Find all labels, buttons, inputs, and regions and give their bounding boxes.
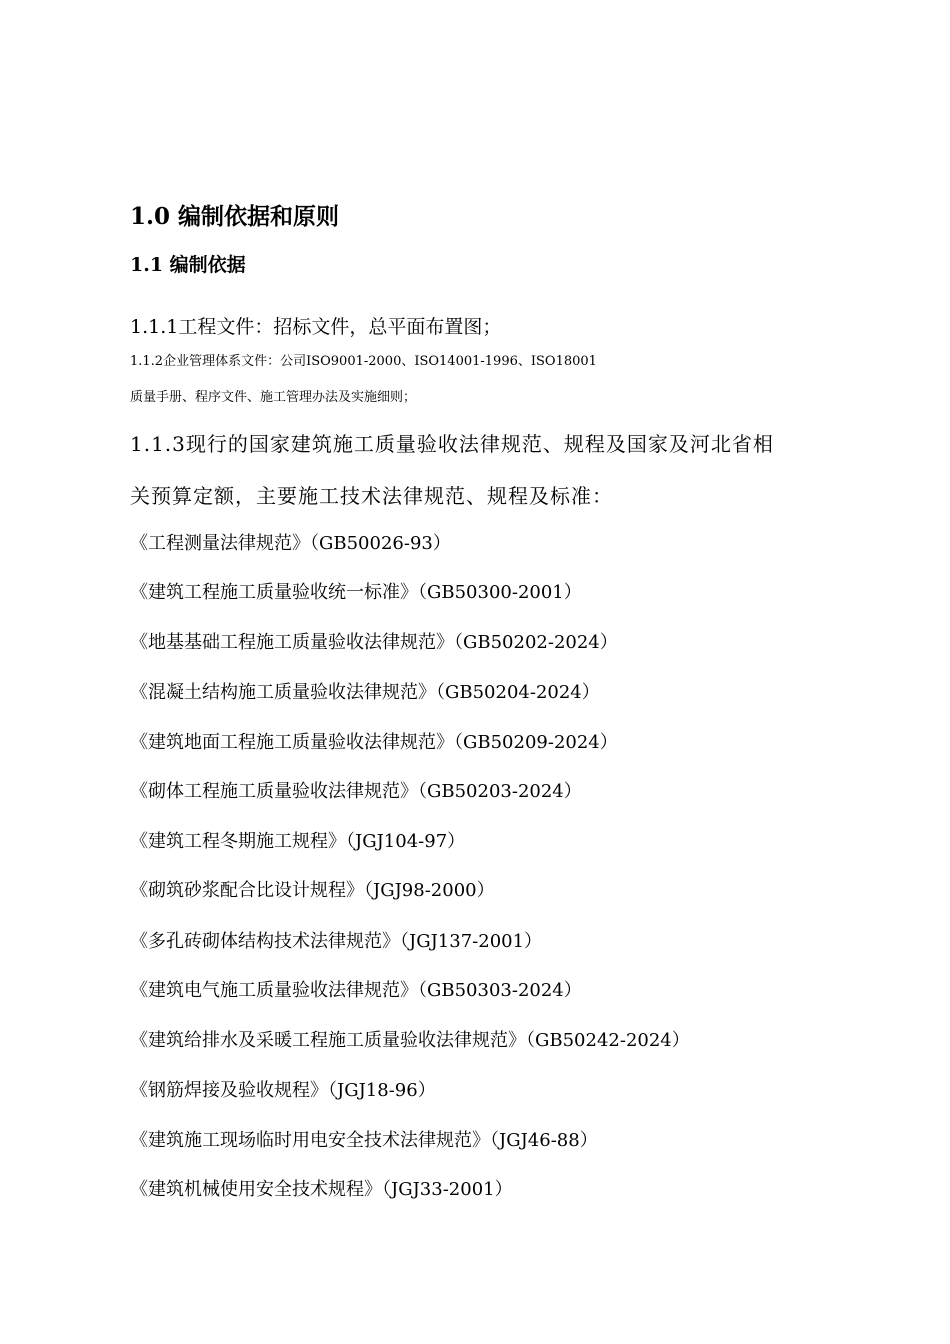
section-title: 1.0 编制依据和原则 xyxy=(130,203,340,230)
paragraph-engineering-documents: 1.1.1工程文件：招标文件，总平面布置图； xyxy=(130,316,502,338)
list-item: 《建筑工程施工质量验收统一标准》（GB50300-2001） xyxy=(130,582,582,603)
paragraph-management-system-line2: 质量手册、程序文件、施工管理办法及实施细则； xyxy=(130,390,417,405)
list-item: 《建筑给排水及采暖工程施工质量验收法律规范》（GB50242-2024） xyxy=(130,1030,690,1051)
list-item: 《钢筋焊接及验收规程》（JGJ18-96） xyxy=(130,1080,436,1101)
list-item: 《工程测量法律规范》（GB50026-93） xyxy=(130,533,451,554)
list-item: 《混凝土结构施工质量验收法律规范》（GB50204-2024） xyxy=(130,682,600,703)
list-item: 《地基基础工程施工质量验收法律规范》（GB50202-2024） xyxy=(130,632,618,653)
subsection-title: 1.1 编制依据 xyxy=(130,254,246,276)
list-item: 《多孔砖砌体结构技术法律规范》（JGJ137-2001） xyxy=(130,931,543,952)
paragraph-current-standards-line1: 1.1.3现行的国家建筑施工质量验收法律规范、规程及国家及河北省相 xyxy=(130,432,774,456)
list-item: 《建筑地面工程施工质量验收法律规范》（GB50209-2024） xyxy=(130,732,618,753)
paragraph-current-standards-line2: 关预算定额，主要施工技术法律规范、规程及标准： xyxy=(130,484,613,508)
list-item: 《建筑工程冬期施工规程》（JGJ104-97） xyxy=(130,831,466,852)
paragraph-management-system-line1: 1.1.2企业管理体系文件：公司ISO9001-2000、ISO14001-1996、ISO18001 xyxy=(130,354,597,369)
list-item: 《建筑机械使用安全技术规程》（JGJ33-2001） xyxy=(130,1179,513,1200)
list-item: 《砌筑砂浆配合比设计规程》（JGJ98-2000） xyxy=(130,880,495,901)
list-item: 《建筑电气施工质量验收法律规范》（GB50303-2024） xyxy=(130,980,582,1001)
list-item: 《建筑施工现场临时用电安全技术法律规范》（JGJ46-88） xyxy=(130,1130,598,1151)
list-item: 《砌体工程施工质量验收法律规范》（GB50203-2024） xyxy=(130,781,582,802)
